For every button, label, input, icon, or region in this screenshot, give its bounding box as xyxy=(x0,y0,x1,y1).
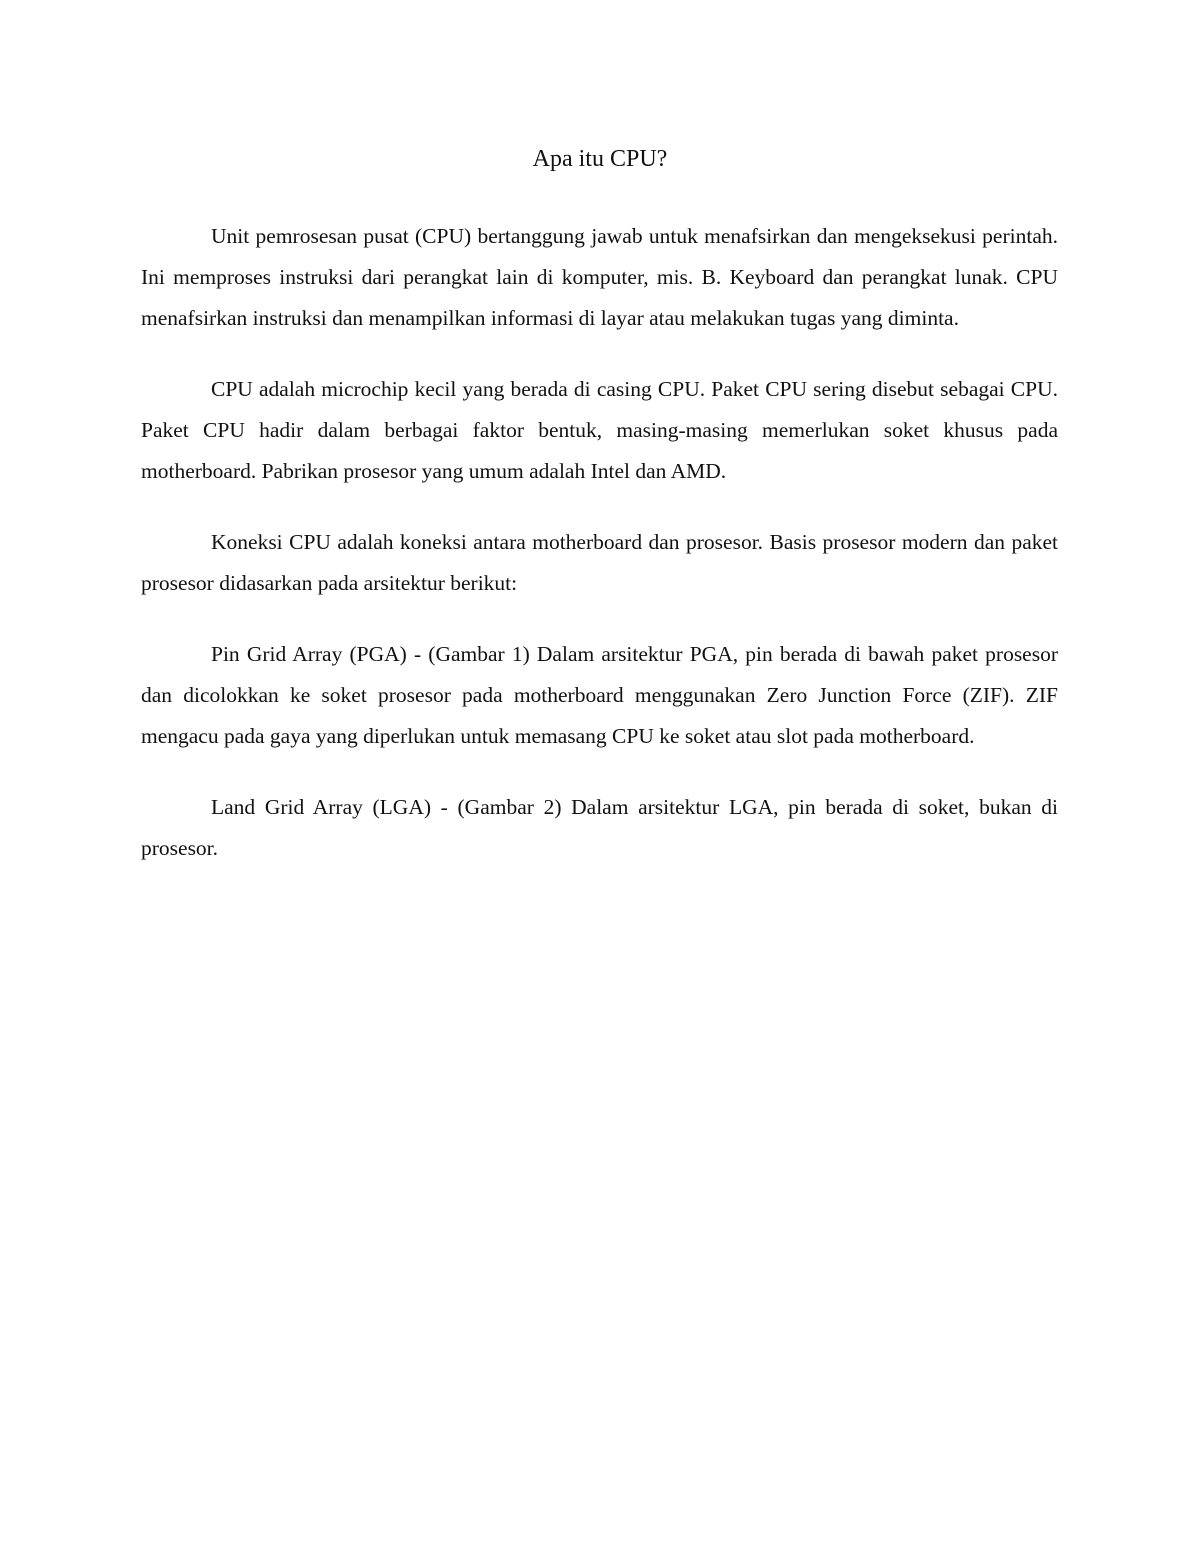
paragraph-cpu-definition: Unit pemrosesan pusat (CPU) bertanggung jawab untuk menafsirkan dan mengeksekusi perintah. Ini memproses instruksi dari perangkat lain di komputer, mis. B. Keyboard dan perangkat lunak. CPU menafsirkan instruksi dan menampilkan informasi di layar atau melakukan tugas yang diminta. xyxy=(141,224,1058,330)
paragraph-lga: Land Grid Array (LGA) - (Gambar 2) Dalam arsitektur LGA, pin berada di soket, bukan di prosesor. xyxy=(141,795,1058,860)
document-body xyxy=(141,216,1058,899)
paragraph-cpu-connection: Koneksi CPU adalah koneksi antara motherboard dan prosesor. Basis prosesor modern dan paket prosesor didasarkan pada arsitektur berikut: xyxy=(141,530,1058,595)
page-title: Apa itu CPU? xyxy=(532,146,668,172)
paragraph-cpu-microchip: CPU adalah microchip kecil yang berada di casing CPU. Paket CPU sering disebut sebagai CPU. Paket CPU hadir dalam berbagai faktor bentuk, masing-masing memerlukan soket khusus pada motherboard. Pabrikan prosesor yang umum adalah Intel dan AMD. xyxy=(141,377,1058,483)
paragraph-pga: Pin Grid Array (PGA) - (Gambar 1) Dalam arsitektur PGA, pin berada di bawah paket prosesor dan dicolokkan ke soket prosesor pada motherboard menggunakan Zero Junction Force (ZIF). ZIF mengacu pada gaya yang diperlukan untuk memasang CPU ke soket atau slot pada motherboard. xyxy=(141,642,1058,748)
